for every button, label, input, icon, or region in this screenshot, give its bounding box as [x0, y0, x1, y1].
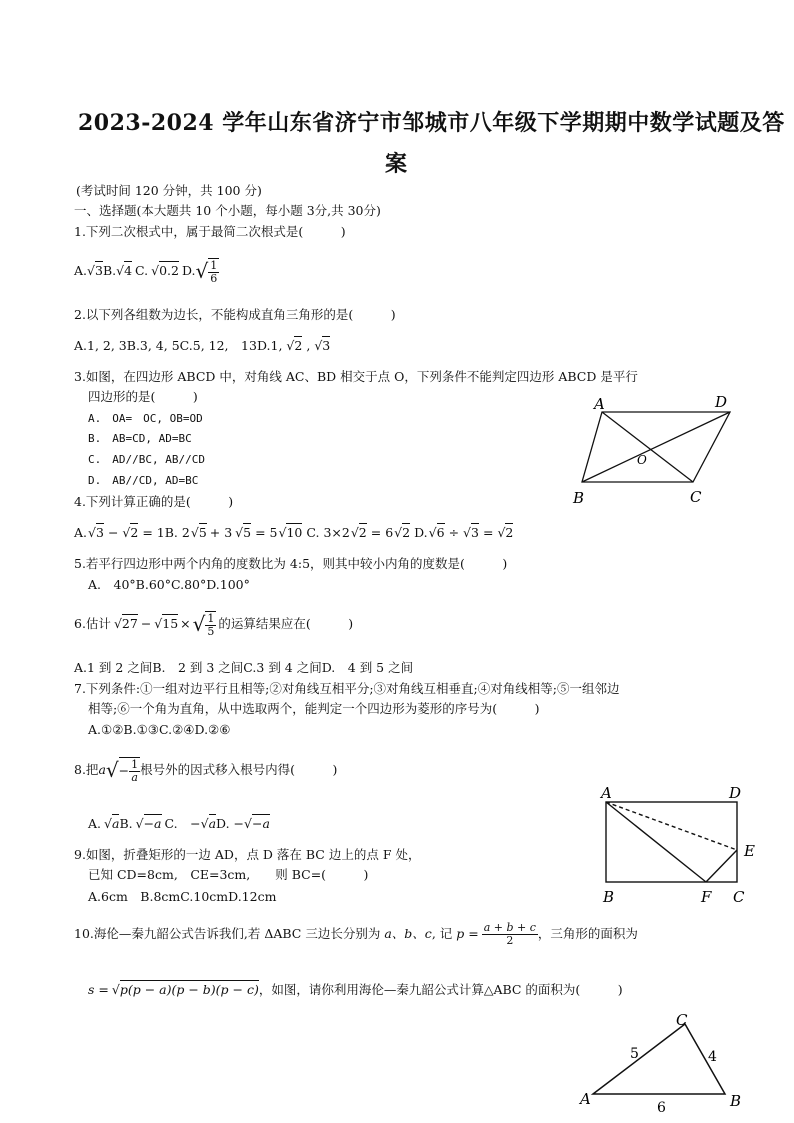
q4-a-r1: 3 — [95, 525, 104, 540]
q1-d-numerator: 1 — [210, 259, 218, 272]
q10-abc: a、b、c — [384, 925, 432, 941]
q8-ob: B. — [119, 816, 133, 831]
q8-root: √ — [105, 758, 119, 783]
q8-rectangle-fold-figure — [595, 782, 765, 907]
label-a: A — [580, 1090, 591, 1108]
q10-post2: ，如图，请你利用海伦—秦九韶公式计算△ABC 的面积为( ) — [258, 982, 623, 997]
label-c: C — [690, 488, 702, 506]
q2-option-d-root2: √2 — [286, 338, 303, 353]
label-d: D — [729, 784, 742, 802]
q10-line1 — [74, 922, 638, 946]
q4-c-root1: √2 — [350, 525, 367, 540]
q8-oc-r: a — [208, 816, 217, 831]
q4-b-root2: √5 — [235, 525, 252, 540]
q9-stem: 9.如图，折叠矩形的一边 AD，点 D 落在 BC 边上的点 F 处， — [74, 847, 421, 862]
q2-comma: , — [306, 338, 311, 353]
doc-title-line1: 2023-2024 学年山东省济宁市邹城市八年级下学期期中数学试题及答 — [78, 110, 785, 136]
q4-c-r2: 2 — [402, 525, 411, 540]
label-c: C — [733, 888, 745, 906]
label-b: B — [603, 888, 615, 906]
label-c: C — [676, 1011, 688, 1029]
q8-post: 根号外的因式移入根号内得( ) — [140, 761, 338, 777]
q8-od: D. − — [216, 816, 245, 831]
q5-stem: 5.若平行四边形中两个内角的度数比为 4:5，则其中较小内角的度数是( ) — [74, 556, 508, 571]
q1-stem: 1.下列二次根式中，属于最简二次根式是( ) — [74, 224, 346, 239]
q1-options — [74, 258, 219, 284]
segment-fe — [706, 850, 737, 882]
fold-line-af — [606, 802, 706, 882]
q4-c-root2: √2 — [394, 525, 411, 540]
q10-triangle-figure — [575, 1010, 750, 1118]
q8-den: a — [131, 770, 138, 784]
q3-option-a: A. OA= OC, OB=OD — [88, 412, 203, 425]
q3-parallelogram-figure — [565, 392, 745, 507]
label-o: O — [637, 453, 647, 467]
q1-option-a-label: A. — [74, 262, 88, 278]
q3-stem-cont: 四边形的是( ) — [88, 389, 198, 404]
label-a: A — [601, 784, 612, 802]
q10-pre: 10.海伦—秦九韶公式告诉我们,若 ΔABC 三边长分别为 — [74, 925, 381, 941]
q8-ob-root: √−a — [135, 816, 162, 831]
q10-fraction — [482, 922, 538, 946]
q8-oa-r: a — [111, 816, 120, 831]
q6-num: 1 — [207, 612, 215, 625]
q6-root2: √15 — [154, 615, 179, 631]
q6-fraction — [205, 611, 216, 637]
label-d: D — [715, 393, 728, 411]
q8-minus: − — [118, 762, 130, 778]
q2-root3-value: 3 — [322, 338, 331, 353]
q6-den: 5 — [207, 624, 215, 638]
q4-c-eq: = 6 — [370, 525, 394, 540]
q2-option-d-root3: √3 — [314, 338, 331, 353]
q4-options — [74, 527, 513, 540]
diagonal-ac — [602, 412, 693, 482]
exam-info: (考试时间 120 分钟，共 100 分) — [76, 183, 262, 198]
q4-d-r3: 2 — [505, 525, 514, 540]
q4-d-root1: √6 — [428, 525, 445, 540]
q9-stem-cont: 已知 CD=8cm, CE=3cm, 则 BC=( ) — [88, 867, 369, 882]
q1-option-c-label: C. — [135, 262, 149, 278]
q4-a-label: A. — [74, 525, 88, 540]
q6-times: × — [180, 615, 191, 631]
q6-root3: √ — [192, 612, 206, 637]
q4-b-r3: 10 — [286, 525, 303, 540]
q6-expression — [74, 611, 353, 637]
q6-post: 的运算结果应在( ) — [218, 615, 354, 631]
q4-a-r2: 2 — [130, 525, 139, 540]
q10-line2 — [88, 984, 623, 997]
q3-option-c: C. AD//BC, AB//CD — [88, 453, 205, 466]
q10-num: a + b + c — [483, 921, 536, 934]
q3-option-d: D. AB//CD, AD=BC — [88, 474, 199, 487]
q4-stem: 4.下列计算正确的是( ) — [74, 494, 234, 509]
q1-option-a-value: 3 — [94, 262, 103, 278]
q4-b-r2: 5 — [243, 525, 252, 540]
q1-option-d: √ — [195, 259, 209, 284]
q10-p: p = — [456, 925, 479, 941]
dashed-ae — [606, 802, 737, 850]
q10-root: √p(p − a)(p − b)(p − c) — [111, 982, 259, 997]
q1-option-d-fraction — [208, 258, 219, 284]
q10-s: s = — [88, 982, 109, 997]
q1-option-c-value: 0.2 — [159, 262, 179, 278]
q4-b-plus: + 3 — [209, 525, 233, 540]
q8-oa: A. — [88, 816, 102, 831]
q2-root2-value: 2 — [294, 338, 303, 353]
doc-title-line2: 案 — [385, 151, 408, 177]
q7-options: A.①②B.①③C.②④D.②⑥ — [88, 722, 231, 737]
q8-oc-root: √a — [200, 816, 217, 831]
label-f: F — [701, 888, 712, 906]
q6-options: A.1 到 2 之间B. 2 到 3 之间C.3 到 4 之间D. 4 到 5 之间 — [74, 660, 414, 675]
q6-r2: 15 — [162, 615, 179, 631]
q3-stem: 3.如图，在四边形 ABCD 中，对角线 AC、BD 相交于点 O，下列条件不能判定四边形 ABCD 是平行 — [74, 369, 638, 384]
q7-stem-cont: 相等;⑥一个角为直角，从中选取两个，能判定一个四边形为菱形的序号为( ) — [88, 701, 540, 716]
q4-c-r1: 2 — [358, 525, 367, 540]
label-e: E — [744, 842, 755, 860]
q1-option-b-value: 4 — [124, 262, 133, 278]
q4-a-minus: − — [107, 525, 119, 540]
q1-option-a: √3 — [87, 262, 103, 278]
q6-r1: 27 — [121, 615, 138, 631]
q7-stem: 7.下列条件:①一组对边平行且相等;②对角线互相平分;③对角线互相垂直;④对角线相等;⑤一组邻边 — [74, 681, 620, 696]
q5-options: A. 40°B.60°C.80°D.100° — [88, 577, 250, 592]
q8-ob-r: −a — [143, 816, 162, 831]
q1-option-c: √0.2 — [151, 262, 179, 278]
q4-d-div: ÷ — [448, 525, 460, 540]
q4-d-label: D. — [414, 525, 428, 540]
diagonal-bd — [582, 412, 730, 482]
q8-options — [88, 818, 270, 831]
q9-options: A.6cm B.8cmC.10cmD.12cm — [88, 889, 277, 904]
q8-expression — [74, 757, 337, 783]
q8-pre: 8.把 — [74, 761, 99, 777]
q10-radicand: p(p − a)(p − b)(p − c) — [119, 982, 259, 997]
q1-option-b: √4 — [116, 262, 133, 278]
q8-oc: C. − — [164, 816, 201, 831]
q4-d-root2: √3 — [463, 525, 479, 540]
q6-pre: 6.估计 — [74, 615, 111, 631]
q4-b-root1: √5 — [190, 525, 207, 540]
q10-mid: , 记 — [431, 925, 453, 941]
q10-den: 2 — [506, 933, 514, 947]
q8-num: 1 — [131, 758, 139, 771]
q4-d-eq: = — [482, 525, 494, 540]
q4-d-r1: 6 — [436, 525, 445, 540]
q1-option-b-label: B. — [102, 262, 117, 278]
q4-b-eq: = 5 — [255, 525, 278, 540]
q8-radicand — [119, 757, 140, 783]
side-ac-length: 5 — [630, 1046, 639, 1062]
q1-option-d-label: D. — [181, 262, 196, 278]
q8-fraction — [129, 759, 140, 783]
q4-b-r1: 5 — [198, 525, 207, 540]
side-bc-length: 4 — [708, 1049, 717, 1065]
q3-option-b: B. AB=CD, AD=BC — [88, 432, 192, 445]
label-b: B — [573, 489, 585, 507]
q4-a-root2: √2 — [122, 525, 139, 540]
side-ab-length: 6 — [657, 1100, 666, 1116]
q4-a-root: √3 — [88, 525, 104, 540]
label-a: A — [594, 395, 605, 413]
q8-od-root: √−a — [244, 816, 270, 831]
q1-d-denominator: 6 — [210, 271, 218, 285]
section-heading: 一、选择题(本大题共 10 个小题，每小题 3分,共 30分) — [74, 203, 381, 218]
q4-c-label: C. 3×2 — [306, 525, 350, 540]
q2-options — [74, 340, 330, 353]
q6-minus: − — [140, 615, 152, 631]
q4-d-r2: 3 — [471, 525, 479, 540]
q6-root1: √27 — [113, 615, 138, 631]
q8-a: a — [98, 761, 106, 777]
q2-options-text: A.1, 2, 3B.3, 4, 5C.5, 12, 13D.1, — [74, 338, 283, 353]
q8-od-r: −a — [251, 816, 270, 831]
q4-a-eq-b: = 1B. 2 — [142, 525, 190, 540]
q4-b-root3: √10 — [278, 525, 303, 540]
triangle-abc — [593, 1024, 725, 1094]
q2-stem: 2.以下列各组数为边长，不能构成直角三角形的是( ) — [74, 307, 396, 322]
q8-oa-root: √a — [104, 816, 120, 831]
q10-post: ，三角形的面积为 — [537, 925, 638, 941]
label-b: B — [730, 1092, 742, 1110]
q4-d-root3: √2 — [497, 525, 514, 540]
